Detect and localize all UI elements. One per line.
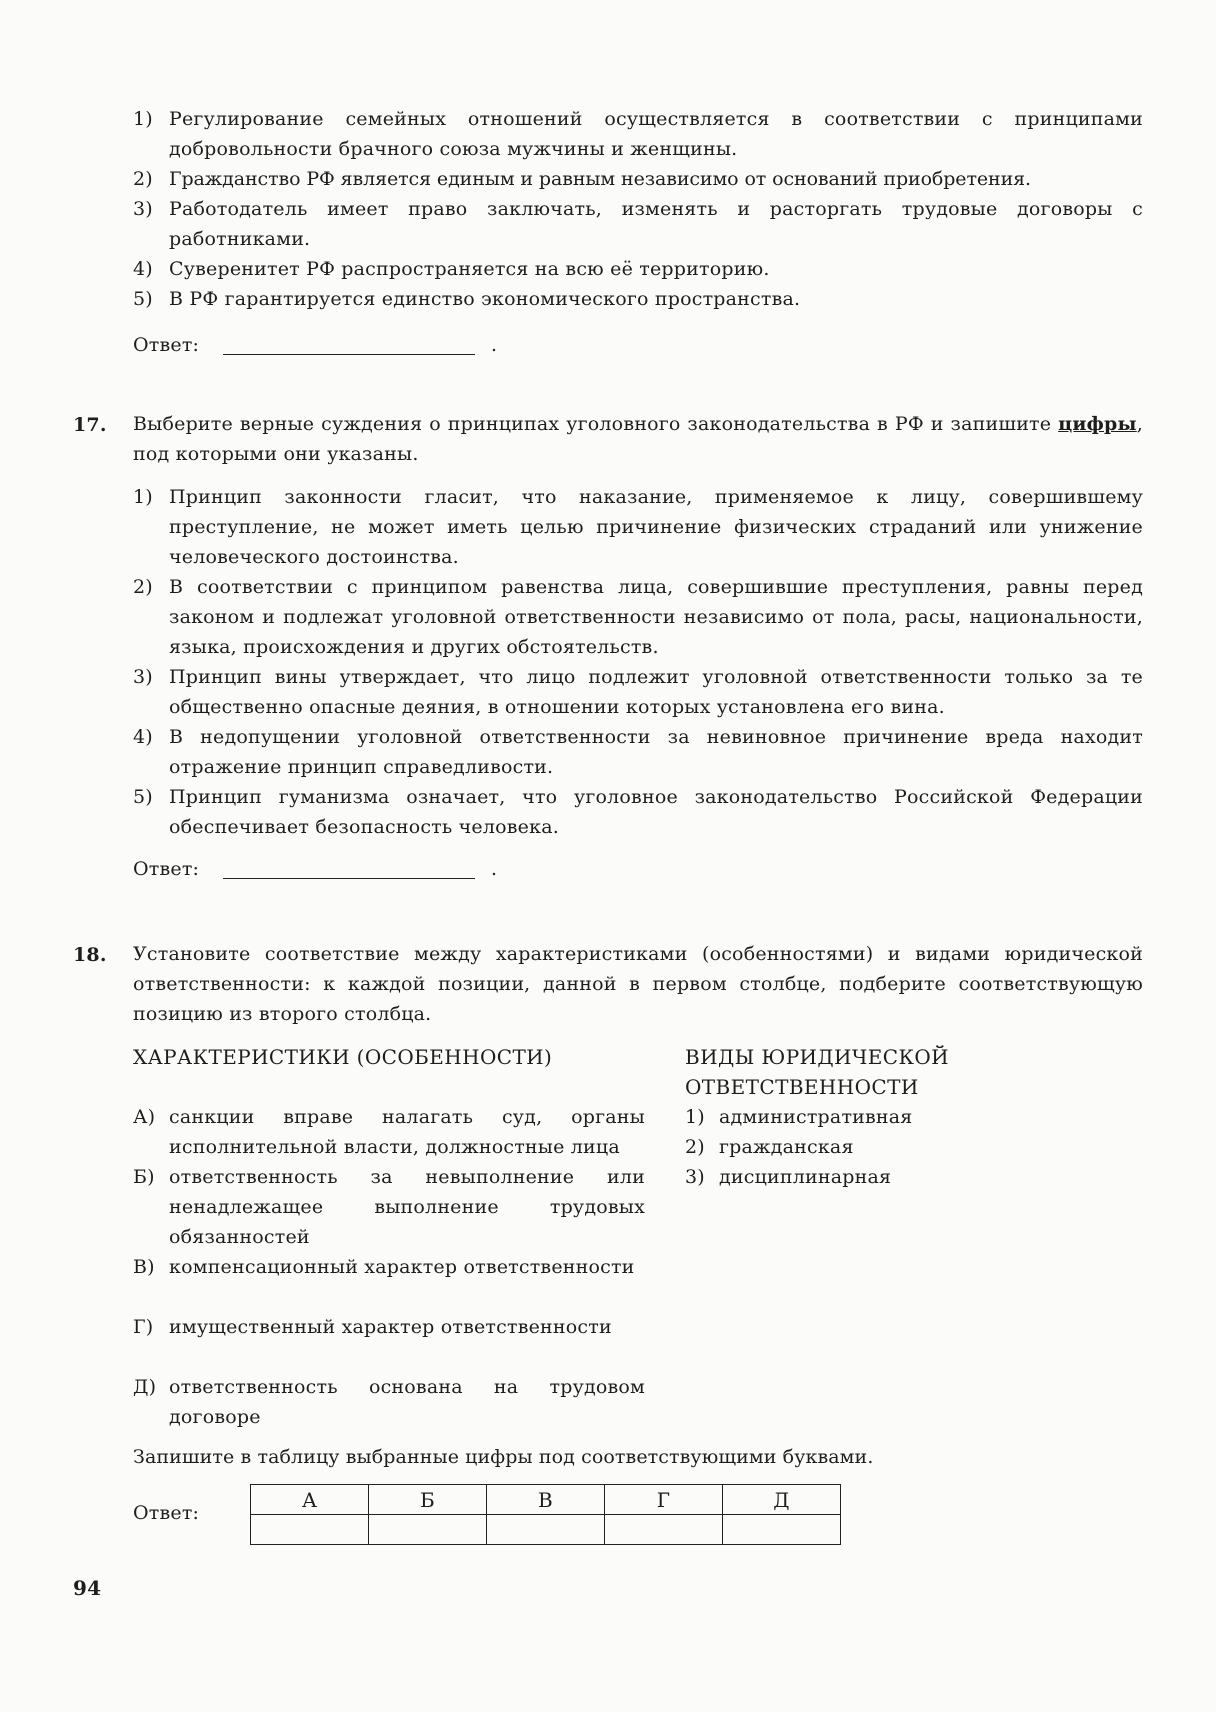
q17-number: 17. xyxy=(73,414,107,436)
answer-table-header: Б xyxy=(369,1485,487,1515)
option-number: 2) xyxy=(133,576,153,598)
answer-table xyxy=(250,1484,841,1545)
q17-intro: Выберите верные суждения о принципах уголовного законодательства в РФ и запишите цифры, под которыми они указаны. xyxy=(133,413,1143,465)
right-column-heading-line1: ВИДЫ ЮРИДИЧЕСКОЙ xyxy=(685,1045,949,1069)
answer-table-value-row xyxy=(251,1515,841,1545)
q16-option-4 xyxy=(133,254,1143,284)
characteristic-item xyxy=(133,1252,645,1312)
answer-label: Ответ: xyxy=(133,334,200,356)
option-text: Работодатель имеет право заключать, изменять и расторгать трудовые договоры с работниками. xyxy=(169,198,1143,250)
right-column-heading-line2: ОТВЕТСТВЕННОСТИ xyxy=(685,1075,919,1099)
option-text: Суверенитет РФ распространяется на всю её территорию. xyxy=(169,258,770,280)
option-text: Принцип вины утверждает, что лицо подлежит уголовной ответственности только за те общественно опасные деяния, в отношении которых установлена его вина. xyxy=(169,666,1143,718)
answer-table-header: Г xyxy=(605,1485,723,1515)
q18-number: 18. xyxy=(73,944,107,966)
left-column-heading: ХАРАКТЕРИСТИКИ (ОСОБЕННОСТИ) xyxy=(133,1045,553,1069)
item-text: ответственность основана на трудовом договоре xyxy=(169,1376,645,1428)
item-text: гражданская xyxy=(719,1136,854,1158)
answer-table-header-row xyxy=(251,1485,841,1515)
characteristic-item xyxy=(133,1312,645,1372)
item-letter: Б) xyxy=(133,1166,155,1188)
emphasis-digits: цифры xyxy=(1058,413,1137,435)
item-number: 3) xyxy=(685,1166,705,1188)
answer-cell-a[interactable] xyxy=(251,1515,369,1545)
answer-table-header: Д xyxy=(723,1485,841,1515)
q16-option-2 xyxy=(133,164,1143,194)
item-letter: В) xyxy=(133,1256,155,1278)
q16-answer xyxy=(133,334,533,364)
option-number: 3) xyxy=(133,198,153,220)
option-number: 4) xyxy=(133,258,153,280)
item-text: компенсационный характер ответственности xyxy=(169,1256,635,1278)
option-text: Регулирование семейных отношений осуществляется в соответствии с принципами добровольности брачного союза мужчины и женщины. xyxy=(169,108,1143,160)
q16-option-5 xyxy=(133,284,1143,314)
item-text: имущественный характер ответственности xyxy=(169,1316,612,1338)
option-number: 1) xyxy=(133,486,153,508)
page-number: 94 xyxy=(73,1576,102,1600)
q16-option-3 xyxy=(133,194,1143,254)
q16-option-1 xyxy=(133,104,1143,164)
item-text: ответственность за невыполнение или ненадлежащее выполнение трудовых обязанностей xyxy=(169,1166,645,1248)
item-number: 1) xyxy=(685,1106,705,1128)
option-number: 3) xyxy=(133,666,153,688)
answer-end: . xyxy=(491,858,498,880)
answer-input-line[interactable] xyxy=(223,354,475,355)
option-number: 4) xyxy=(133,726,153,748)
characteristic-item xyxy=(133,1102,645,1162)
characteristics-list xyxy=(133,1102,645,1432)
responsibility-types-list xyxy=(685,1102,1085,1192)
q17-option-3 xyxy=(133,662,1143,722)
option-text: В РФ гарантируется единство экономического пространства. xyxy=(169,288,801,310)
answer-table-header: В xyxy=(487,1485,605,1515)
option-text: В соответствии с принципом равенства лица, совершившие преступления, равны перед законом и подлежат уголовной ответственности независимо от пола, расы, национальности, языка, происхождения и других обстоятельств. xyxy=(169,576,1143,658)
answer-cell-v[interactable] xyxy=(487,1515,605,1545)
answer-label: Ответ: xyxy=(133,858,200,880)
q17-option-1 xyxy=(133,482,1143,572)
option-text: Принцип законности гласит, что наказание, применяемое к лицу, совершившему преступление, не может иметь целью причинение физических страданий или унижение человеческого достоинства. xyxy=(169,486,1143,568)
responsibility-type-item xyxy=(685,1132,1085,1162)
option-text: Принцип гуманизма означает, что уголовное законодательство Российской Федерации обеспечивает безопасность человека. xyxy=(169,786,1143,838)
option-number: 5) xyxy=(133,288,153,310)
item-letter: Г) xyxy=(133,1316,154,1338)
answer-cell-g[interactable] xyxy=(605,1515,723,1545)
responsibility-type-item xyxy=(685,1102,1085,1132)
characteristic-item xyxy=(133,1372,645,1432)
option-number: 5) xyxy=(133,786,153,808)
option-number: 2) xyxy=(133,168,153,190)
item-text: санкции вправе налагать суд, органы исполнительной власти, должностные лица xyxy=(169,1106,645,1158)
responsibility-type-item xyxy=(685,1162,1085,1192)
table-instruction: Запишите в таблицу выбранные цифры под соответствующими буквами. xyxy=(133,1446,874,1468)
answer-table-header: А xyxy=(251,1485,369,1515)
option-text: Гражданство РФ является единым и равным независимо от оснований приобретения. xyxy=(169,168,1031,190)
item-text: административная xyxy=(719,1106,913,1128)
characteristic-item xyxy=(133,1162,645,1252)
q18-answer-label: Ответ: xyxy=(133,1502,200,1524)
q17-answer xyxy=(133,858,533,888)
answer-end: . xyxy=(491,334,498,356)
item-number: 2) xyxy=(685,1136,705,1158)
q17-option-2 xyxy=(133,572,1143,662)
answer-input-line[interactable] xyxy=(223,878,475,879)
answer-cell-d[interactable] xyxy=(723,1515,841,1545)
item-letter: А) xyxy=(133,1106,156,1128)
q17-option-4 xyxy=(133,722,1143,782)
q17-option-5 xyxy=(133,782,1143,842)
q18-intro: Установите соответствие между характеристиками (особенностями) и видами юридической ответственности: к каждой позиции, данной в первом столбце, подберите соответствующую позицию из второго столбца. xyxy=(133,943,1143,1025)
answer-cell-b[interactable] xyxy=(369,1515,487,1545)
item-text: дисциплинарная xyxy=(719,1166,892,1188)
item-letter: Д) xyxy=(133,1376,157,1398)
option-number: 1) xyxy=(133,108,153,130)
option-text: В недопущении уголовной ответственности за невиновное причинение вреда находит отражение принцип справедливости. xyxy=(169,726,1143,778)
